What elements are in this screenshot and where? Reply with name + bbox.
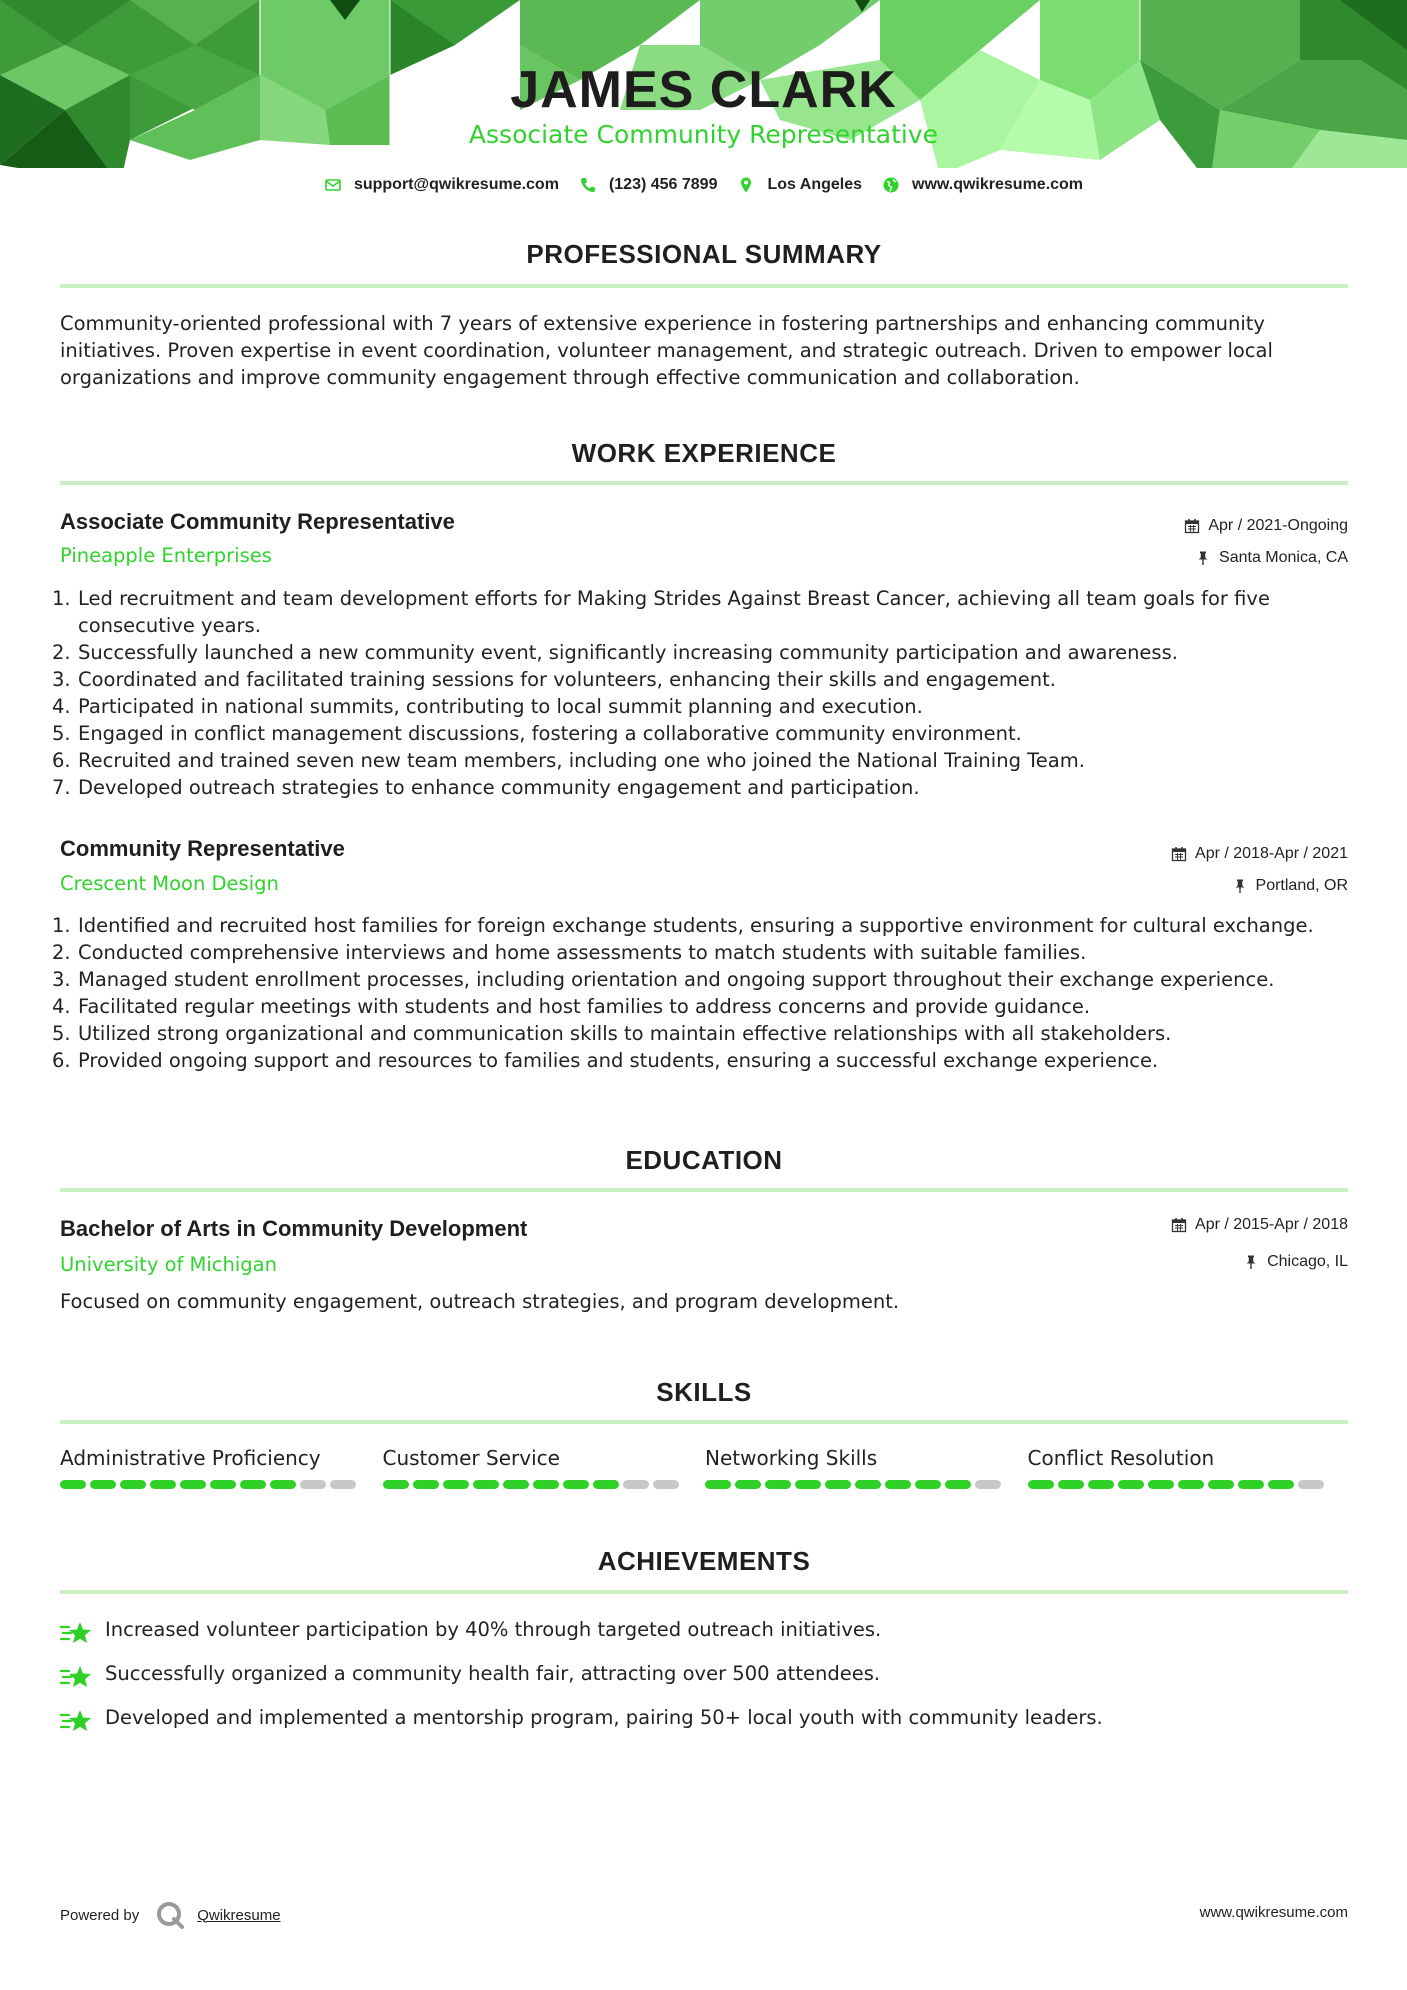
skill-segment-filled xyxy=(383,1480,409,1489)
summary-heading: PROFESSIONAL SUMMARY xyxy=(526,239,882,269)
star-icon xyxy=(60,1664,92,1692)
contact-phone[interactable] xyxy=(579,176,718,194)
skill-segment-filled xyxy=(60,1480,86,1489)
contact-bar xyxy=(0,172,1407,198)
skill-segment-filled xyxy=(1148,1480,1174,1489)
skill-segment-filled xyxy=(1238,1480,1264,1489)
list-item: Managed student enrollment processes, including orientation and ongoing support throughout their exchange experience. xyxy=(78,968,1275,991)
qwikresume-link[interactable]: Qwikresume xyxy=(197,1906,281,1924)
skill-segment-empty xyxy=(330,1480,356,1489)
summary-divider xyxy=(60,284,1348,288)
skill-segment-filled xyxy=(413,1480,439,1489)
skill-segment-filled xyxy=(503,1480,529,1489)
skill-segment-filled xyxy=(705,1480,731,1489)
skill-segment-filled xyxy=(210,1480,236,1489)
achievement-text: Successfully organized a community health fair, attracting over 500 attendees. xyxy=(105,1662,881,1685)
contact-website-text: www.qwikresume.com xyxy=(912,176,1084,193)
list-item: Utilized strong organizational and communication skills to maintain effective relationships with all stakeholders. xyxy=(78,1022,1172,1045)
job-dates-text: Apr / 2021-Ongoing xyxy=(1208,517,1348,534)
list-item: Engaged in conflict management discussions, fostering a collaborative community environment. xyxy=(78,722,1022,745)
skill-level-bar xyxy=(383,1480,706,1489)
skills-list xyxy=(60,1444,1350,1489)
job-dates xyxy=(1171,843,1348,865)
achievement-text: Developed and implemented a mentorship program, pairing 50+ local youth with community leaders. xyxy=(105,1706,1103,1729)
skill-segment-filled xyxy=(90,1480,116,1489)
list-item: Led recruitment and team development efforts for Making Strides Against Breast Cancer, achieving all team goals for five consecutive years. xyxy=(78,587,1270,637)
achievements-heading: ACHIEVEMENTS xyxy=(597,1546,811,1576)
skill-segment-empty xyxy=(653,1480,679,1489)
skill-name: Customer Service xyxy=(382,1446,560,1470)
experience-divider xyxy=(60,481,1348,485)
qwikresume-logo-icon xyxy=(155,1900,185,1930)
job-bullets xyxy=(60,585,1350,801)
education-heading: EDUCATION xyxy=(625,1145,783,1175)
list-item: Participated in national summits, contributing to local summit planning and execution. xyxy=(78,695,923,718)
skill-segment-filled xyxy=(1058,1480,1084,1489)
job-company: Crescent Moon Design xyxy=(60,872,279,895)
job-location-text: Portland, OR xyxy=(1255,877,1348,894)
skill-segment-filled xyxy=(270,1480,296,1489)
education-description: Focused on community engagement, outreach strategies, and program development. xyxy=(60,1290,900,1313)
skill-segment-filled xyxy=(825,1480,851,1489)
achievement-text: Increased volunteer participation by 40% through targeted outreach initiatives. xyxy=(105,1618,882,1641)
envelope-icon xyxy=(324,176,342,194)
job-bullets xyxy=(60,912,1350,1074)
skill-segment-filled xyxy=(1028,1480,1054,1489)
contact-website[interactable] xyxy=(882,176,1083,194)
skill-segment-filled xyxy=(1208,1480,1234,1489)
pushpin-icon xyxy=(1232,878,1248,894)
calendar-icon xyxy=(1184,518,1200,534)
list-item xyxy=(60,1616,1350,1660)
skill-segment-filled xyxy=(1088,1480,1114,1489)
skill-segment-filled xyxy=(593,1480,619,1489)
skill-segment-empty xyxy=(975,1480,1001,1489)
star-icon xyxy=(60,1620,92,1648)
school-name: University of Michigan xyxy=(60,1253,277,1276)
skill-segment-filled xyxy=(765,1480,791,1489)
powered-by-label: Powered by xyxy=(60,1906,140,1924)
skill-segment-filled xyxy=(563,1480,589,1489)
skill-segment-empty xyxy=(300,1480,326,1489)
list-item: Identified and recruited host families for foreign exchange students, ensuring a supportive environment for cultural exchange. xyxy=(78,914,1314,937)
skill-segment-filled xyxy=(885,1480,911,1489)
skill-name: Administrative Proficiency xyxy=(60,1446,321,1470)
skill-item xyxy=(60,1444,383,1489)
skill-segment-filled xyxy=(150,1480,176,1489)
achievements-list xyxy=(60,1616,1350,1748)
skill-segment-filled xyxy=(240,1480,266,1489)
map-pin-icon xyxy=(737,176,755,194)
skill-item xyxy=(705,1444,1028,1489)
skill-segment-filled xyxy=(795,1480,821,1489)
pushpin-icon xyxy=(1195,550,1211,566)
calendar-icon xyxy=(1171,846,1187,862)
skill-segment-empty xyxy=(1298,1480,1324,1489)
candidate-role: Associate Community Representative xyxy=(468,120,939,149)
list-item xyxy=(60,1660,1350,1704)
summary-text: Community-oriented professional with 7 years of extensive experience in fostering partnerships and enhancing community initiatives. Proven expertise in event coordination, volunteer management, and strategic outreach. Driven to empower local organizations and improve community engagement through effective communication and collaboration. xyxy=(60,312,1273,389)
list-item: Successfully launched a new community event, significantly increasing community participation and awareness. xyxy=(78,641,1178,664)
job-title: Associate Community Representative xyxy=(60,509,455,534)
skill-segment-filled xyxy=(120,1480,146,1489)
degree-title: Bachelor of Arts in Community Development xyxy=(60,1216,528,1241)
list-item: Recruited and trained seven new team members, including one who joined the National Training Team. xyxy=(78,749,1085,772)
job-dates-text: Apr / 2018-Apr / 2021 xyxy=(1195,845,1348,862)
job-location-text: Santa Monica, CA xyxy=(1219,549,1348,566)
skill-segment-filled xyxy=(443,1480,469,1489)
footer-website[interactable]: www.qwikresume.com xyxy=(1199,1904,1348,1921)
education-dates xyxy=(1171,1214,1348,1236)
skill-segment-filled xyxy=(915,1480,941,1489)
education-dates-text: Apr / 2015-Apr / 2018 xyxy=(1195,1216,1348,1233)
skill-segment-filled xyxy=(533,1480,559,1489)
job-location xyxy=(1232,875,1348,897)
list-item xyxy=(60,1704,1350,1748)
skill-level-bar xyxy=(60,1480,383,1489)
star-icon xyxy=(60,1708,92,1736)
skills-heading: SKILLS xyxy=(656,1377,752,1407)
globe-icon xyxy=(882,176,900,194)
skill-segment-filled xyxy=(855,1480,881,1489)
skills-divider xyxy=(60,1420,1348,1424)
contact-email[interactable] xyxy=(324,176,559,194)
skill-item xyxy=(383,1444,706,1489)
skill-segment-filled xyxy=(945,1480,971,1489)
list-item: Facilitated regular meetings with students and host families to address concerns and provide guidance. xyxy=(78,995,1091,1018)
pushpin-icon xyxy=(1243,1254,1259,1270)
contact-location-text: Los Angeles xyxy=(767,176,863,193)
job-title: Community Representative xyxy=(60,836,345,861)
skill-name: Networking Skills xyxy=(705,1446,878,1470)
experience-heading: WORK EXPERIENCE xyxy=(571,438,837,468)
skill-name: Conflict Resolution xyxy=(1027,1446,1215,1470)
job-location xyxy=(1195,547,1348,569)
skill-segment-filled xyxy=(180,1480,206,1489)
skill-segment-filled xyxy=(1178,1480,1204,1489)
contact-phone-text: (123) 456 7899 xyxy=(608,176,718,193)
skill-segment-filled xyxy=(1268,1480,1294,1489)
job-company: Pineapple Enterprises xyxy=(60,544,272,567)
skill-segment-filled xyxy=(1118,1480,1144,1489)
phone-icon xyxy=(579,176,597,194)
education-location-text: Chicago, IL xyxy=(1267,1253,1348,1270)
skill-level-bar xyxy=(1028,1480,1351,1489)
list-item: Conducted comprehensive interviews and home assessments to match students with suitable families. xyxy=(78,941,1087,964)
skill-item xyxy=(1028,1444,1351,1489)
skill-segment-empty xyxy=(623,1480,649,1489)
achievements-divider xyxy=(60,1590,1348,1594)
skill-segment-filled xyxy=(735,1480,761,1489)
education-location xyxy=(1243,1251,1348,1273)
calendar-icon xyxy=(1171,1217,1187,1233)
contact-email-text: support@qwikresume.com xyxy=(353,176,559,193)
contact-location xyxy=(737,176,862,194)
list-item: Provided ongoing support and resources to families and students, ensuring a successful exchange experience. xyxy=(78,1049,1159,1072)
skill-level-bar xyxy=(705,1480,1028,1489)
list-item: Developed outreach strategies to enhance community engagement and participation. xyxy=(78,776,920,799)
list-item: Coordinated and facilitated training sessions for volunteers, enhancing their skills and engagement. xyxy=(78,668,1057,691)
footer-powered-by xyxy=(60,1900,281,1930)
job-dates xyxy=(1184,515,1348,537)
education-divider xyxy=(60,1188,1348,1192)
candidate-name: JAMES CLARK xyxy=(510,61,897,119)
skill-segment-filled xyxy=(473,1480,499,1489)
